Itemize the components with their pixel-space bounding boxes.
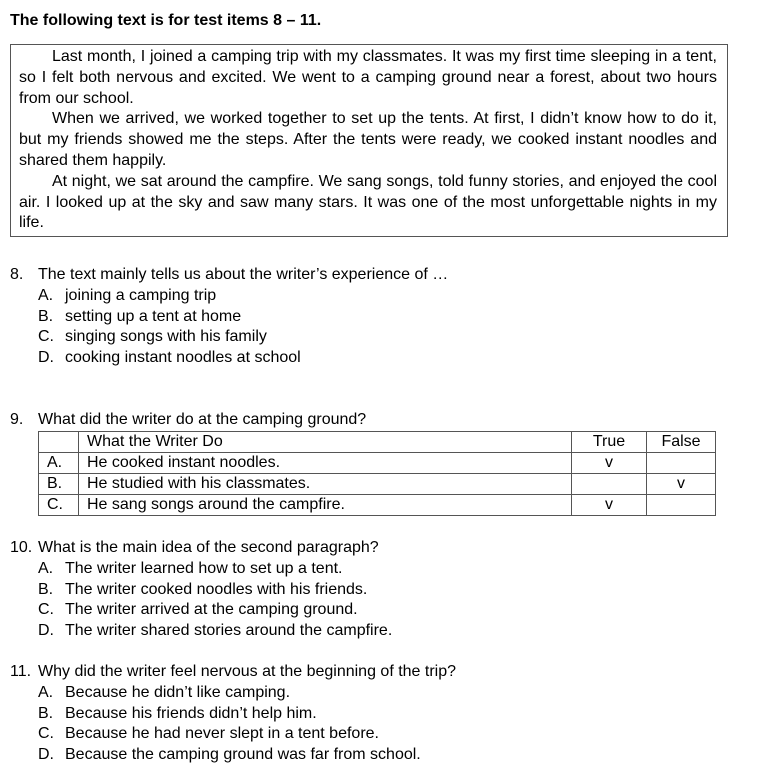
false-cell[interactable]: [647, 453, 716, 474]
row-statement: He studied with his classmates.: [79, 474, 572, 495]
answer-option-c[interactable]: [38, 327, 448, 348]
row-statement: He sang songs around the campfire.: [79, 495, 572, 516]
false-cell[interactable]: [647, 495, 716, 516]
passage-paragraph-3: At night, we sat around the campfire. We sang songs, told funny stories, and enjoyed the cool air. I looked up at the sky and saw many stars. It was one of the most unforgettable nights in my life.: [19, 172, 717, 232]
passage-paragraph-1: Last month, I joined a camping trip with my classmates. It was my first time sleeping in a tent, so I felt both nervous and excited. We went to a camping ground near a forest, about two hours from our school.: [19, 48, 717, 107]
option-letter: B.: [38, 704, 54, 722]
option-letter: B.: [38, 580, 54, 598]
option-text: The writer learned how to set up a tent.: [65, 559, 343, 577]
option-letter: A.: [38, 559, 54, 577]
option-text: The writer shared stories around the campfire.: [65, 622, 393, 640]
option-text: singing songs with his family: [65, 328, 267, 346]
question-number: 10.: [10, 539, 33, 556]
true-cell[interactable]: [572, 474, 647, 495]
table-header-cell: What the Writer Do: [79, 432, 572, 453]
option-letter: C.: [38, 601, 54, 619]
option-text: setting up a tent at home: [65, 307, 242, 325]
answer-option-c[interactable]: [38, 600, 392, 621]
question-text: What did the writer do at the camping ground?: [38, 411, 367, 428]
option-text: Because his friends didn’t help him.: [65, 704, 317, 722]
option-text: joining a camping trip: [65, 286, 217, 304]
option-letter: A.: [38, 683, 54, 701]
question-number: 11.: [10, 663, 32, 680]
table-row: [39, 453, 716, 474]
question-10: [10, 538, 392, 642]
question-text: What is the main idea of the second paragraph?: [38, 539, 379, 556]
answer-option-d[interactable]: [38, 745, 456, 766]
table-header-row: [39, 432, 716, 453]
option-letter: A.: [38, 286, 54, 304]
answer-option-a[interactable]: [38, 559, 392, 580]
question-number: 9.: [10, 411, 24, 428]
true-cell[interactable]: v: [572, 495, 647, 516]
table-header-cell: True: [572, 432, 647, 453]
question-11: [10, 662, 456, 766]
question-8: [10, 265, 448, 369]
false-cell[interactable]: v: [647, 474, 716, 495]
true-false-table: [38, 431, 716, 516]
option-letter: C.: [38, 328, 54, 346]
section-heading: The following text is for test items 8 – 11.: [10, 12, 322, 29]
table-row: [39, 495, 716, 516]
option-text: The writer cooked noodles with his friends.: [65, 580, 368, 598]
row-statement: He cooked instant noodles.: [79, 453, 572, 474]
table-row: [39, 474, 716, 495]
option-letter: C.: [38, 725, 54, 743]
row-letter: B.: [39, 474, 79, 495]
question-9: [10, 410, 366, 431]
answer-option-d[interactable]: [38, 621, 392, 642]
option-text: Because he had never slept in a tent before.: [65, 725, 379, 743]
row-letter: A.: [39, 453, 79, 474]
answer-option-b[interactable]: [38, 307, 448, 328]
question-text: The text mainly tells us about the writer’s experience of …: [38, 266, 449, 283]
option-text: cooking instant noodles at school: [65, 349, 301, 367]
passage-paragraph-2: When we arrived, we worked together to set up the tents. At first, I didn’t know how to do it, but my friends showed me the steps. After the tents were ready, we cooked instant noodles and shared them happily.: [19, 110, 717, 169]
option-text: Because he didn’t like camping.: [65, 683, 291, 701]
answer-option-c[interactable]: [38, 724, 456, 745]
option-text: Because the camping ground was far from school.: [65, 746, 421, 764]
table-header-cell: [39, 432, 79, 453]
table-header-cell: False: [647, 432, 716, 453]
answer-option-d[interactable]: [38, 348, 448, 369]
answer-option-a[interactable]: [38, 683, 456, 704]
true-cell[interactable]: v: [572, 453, 647, 474]
option-letter: D.: [38, 746, 54, 764]
answer-option-b[interactable]: [38, 704, 456, 725]
option-letter: B.: [38, 307, 54, 325]
question-number: 8.: [10, 266, 24, 283]
option-text: The writer arrived at the camping ground.: [65, 601, 358, 619]
answer-option-a[interactable]: [38, 286, 448, 307]
question-text: Why did the writer feel nervous at the beginning of the trip?: [38, 663, 457, 680]
option-letter: D.: [38, 349, 54, 367]
option-letter: D.: [38, 622, 54, 640]
reading-passage: [10, 44, 728, 237]
answer-option-b[interactable]: [38, 580, 392, 601]
row-letter: C.: [39, 495, 79, 516]
